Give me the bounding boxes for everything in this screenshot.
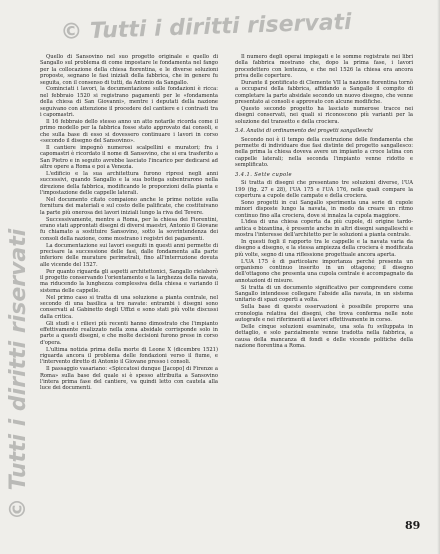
paragraph: Per quanto riguarda gli aspetti architettonici, Sangallo rielaborò il progetto conservando l'orientamento e la larghezza della navata, ma riducendo la lunghezza complessiva della chiesa e variando il sistema delle cappelle. [40, 268, 218, 294]
watermark-left: © Tutti i diritti riservati [6, 228, 31, 520]
paragraph: Si tratta di un documento significativo per comprendere come Sangallo intendesse collegare l'abside alla navata, in un sistema unitario di spazi coperti a volta. [235, 284, 413, 304]
paragraph: Nel documento citato compaiono anche le prime notizie sulla fornitura dei materiali e sul costo delle palificate, che costituivano la parte più onerosa dei lavori iniziali lungo la riva del Tevere. [40, 196, 218, 216]
subsection-heading: 3.4.1. Sette cupole [235, 171, 293, 178]
right-text-column [235, 54, 413, 350]
paragraph: Il numero degli operai impiegati e le somme registrate nei libri della fabbrica mostrano che, dopo la prima fase, i lavori procedettero con lentezza, e che nel 1526 la chiesa era ancora priva delle coperture. [235, 54, 413, 80]
paragraph: L'edificio e la sua architettura furono ripresi negli anni successivi, quando Sangallo e la sua bottega subentrarono nella direzione della fabbrica, modificando le proporzioni della pianta e l'impostazione delle cappelle laterali. [40, 170, 218, 197]
paragraph: Successivamente, mentre a Roma, per la chiesa dei Fiorentini, erano stati approntati disegni di diversi maestri, Antonio il Giovane fu chiamato a sostituire Sansovino, sotto la sovrintendenza dei consoli della nazione, come mostrano i registri dei pagamenti. [40, 216, 218, 242]
paragraph: Sono progetti in cui Sangallo sperimenta una serie di cupole minori disposte lungo la navata, in modo da creare un ritmo continuo fino alla crociera, dove si innalza la cupola maggiore. [235, 199, 413, 219]
paragraph: Secondo noi è il tempo della costruzione delle fondamenta che permette di individuare due fasi distinte del progetto sangallesco: nella prima la chiesa doveva avere un impianto a croce latina con cappelle laterali; nella seconda l'impianto venne ridotto e semplificato. [235, 136, 413, 169]
paragraph: Il passaggio vasariano: «Spiccatosi dunque [Jacopo] di Firenze a Roma» sulla base del quale si è spesso attribuita a Sansovino l'intera prima fase del cantiere, va quindi letto con cautela alla luce dei documenti. [40, 366, 218, 392]
paragraph: Delle cinque soluzioni esaminate, una sola fu sviluppata in dettaglio, e solo parzialmente venne tradotta nella fabbrica, a causa della mancanza di fondi e delle vicende politiche della nazione fiorentina a Roma. [235, 323, 413, 349]
paragraph: Questo secondo progetto ha lasciato numerose tracce nei disegni conservati, nei quali si riconoscono più varianti per la soluzione del transetto e della crociera. [235, 106, 413, 125]
paragraph: Durante il pontificato di Clemente VII la nazione fiorentina tornò a occuparsi della fabbrica, affidando a Sangallo il compito di completare la parte absidale secondo un nuovo disegno, che venne presentato ai consoli e approvato con alcune modifiche. [235, 80, 413, 106]
section-heading: 3.4. Analisi di ordinamento dei progetti sangalleschi [235, 128, 373, 135]
watermark-top: © Tutti i diritti riservati [60, 9, 353, 45]
paragraph: L'ultima notizia prima della morte di Leone X (dicembre 1521) riguarda ancora il problema delle fondazioni verso il fiume, e l'intervento diretto di Antonio il Giovane presso i consoli. [40, 346, 218, 366]
paragraph: In questi fogli il rapporto tra le cappelle e la navata varia da disegno a disegno, e la stessa ampiezza della crociera è modificata più volte, segno di una riflessione progettuale ancora aperta. [235, 238, 413, 258]
left-text-column [40, 54, 218, 392]
paragraph: La documentazione sui lavori eseguiti in questi anni permette di precisare la successione delle fasi, dalle fondamenta alla parte inferiore delle murature perimetrali, fino all'interruzione dovuta alle vicende del 1527. [40, 242, 218, 268]
paragraph: Si tratta di disegni che presentano tre soluzioni diverse, l'UA 199 (fig. 27 e 28), l'UA 175 e l'UA 176, nelle quali compare la copertura a cupole delle campate e della crociera. [235, 180, 413, 199]
page-number: 89 [405, 519, 421, 532]
paragraph: Sulla base di queste osservazioni è possibile proporre una cronologia relativa dei disegni, che trova conferma nelle note autografe e nei riferimenti ai lavori effettivamente in corso. [235, 304, 413, 323]
paragraph: Quello di Sansovino nel suo progetto originale e quello di Sangallo sul problema di come impostare le fondamenta nel fango per la collocazione della chiesa fiorentina, e le diverse soluzioni proposte, segnano le fasi iniziali della fabbrica, che in genere fu seguita, con il consenso di tutti, da Antonio da Sangallo. [40, 54, 218, 86]
paragraph: Il cantiere impegnò numerosi scalpellini e muratori; fra i capomastri è ricordato il nome di Sansovino, che si era trasferito a San Pietro e in seguito avrebbe lasciato l'incarico per dedicarsi ad altre opere a Roma e poi a Venezia. [40, 144, 218, 171]
paragraph: Il 16 febbraio dello stesso anno un atto notarile ricorda come il primo modello per la fabbrica fosse stato approvato dai consoli, e che sulla base di esso si dovessero continuare i lavori in corso «secondo il disegno del Sansovino». [40, 118, 218, 145]
paragraph: L'idea di una chiesa coperta da più cupole, di origine tardo-antica e bizantina, è presente anche in altri disegni sangalleschi e mostra l'interesse dell'architetto per le soluzioni a pianta centrale. [235, 219, 413, 239]
paragraph: Nel primo caso si tratta di una soluzione a pianta centrale, nel secondo di una basilica a tre navate: entrambi i disegni sono conservati al Gabinetto degli Uffizi e sono stati più volte discussi dalla critica. [40, 294, 218, 320]
paragraph: Gli studi e i rilievi più recenti hanno dimostrato che l'impianto effettivamente realizzato nella zona absidale corrisponde solo in parte a questi disegni, e che molte decisioni furono prese in corso d'opera. [40, 320, 218, 346]
paragraph: Cominciati i lavori, la documentazione sulle fondazioni è ricca: nel febbraio 1520 si registrano pagamenti per le «fondamenta della chiesa di San Giovanni», mentre i deputati della nazione seguivano con attenzione il procedere del cantiere e i contrasti tra i capomastri. [40, 86, 218, 119]
paragraph: L'UA 175 è di particolare importanza perché presenta un organismo continuo inserito in un ottagono; il disegno dell'ottagono che presenta una cupola centrale è accompagnato da annotazioni di misure. [235, 258, 413, 284]
